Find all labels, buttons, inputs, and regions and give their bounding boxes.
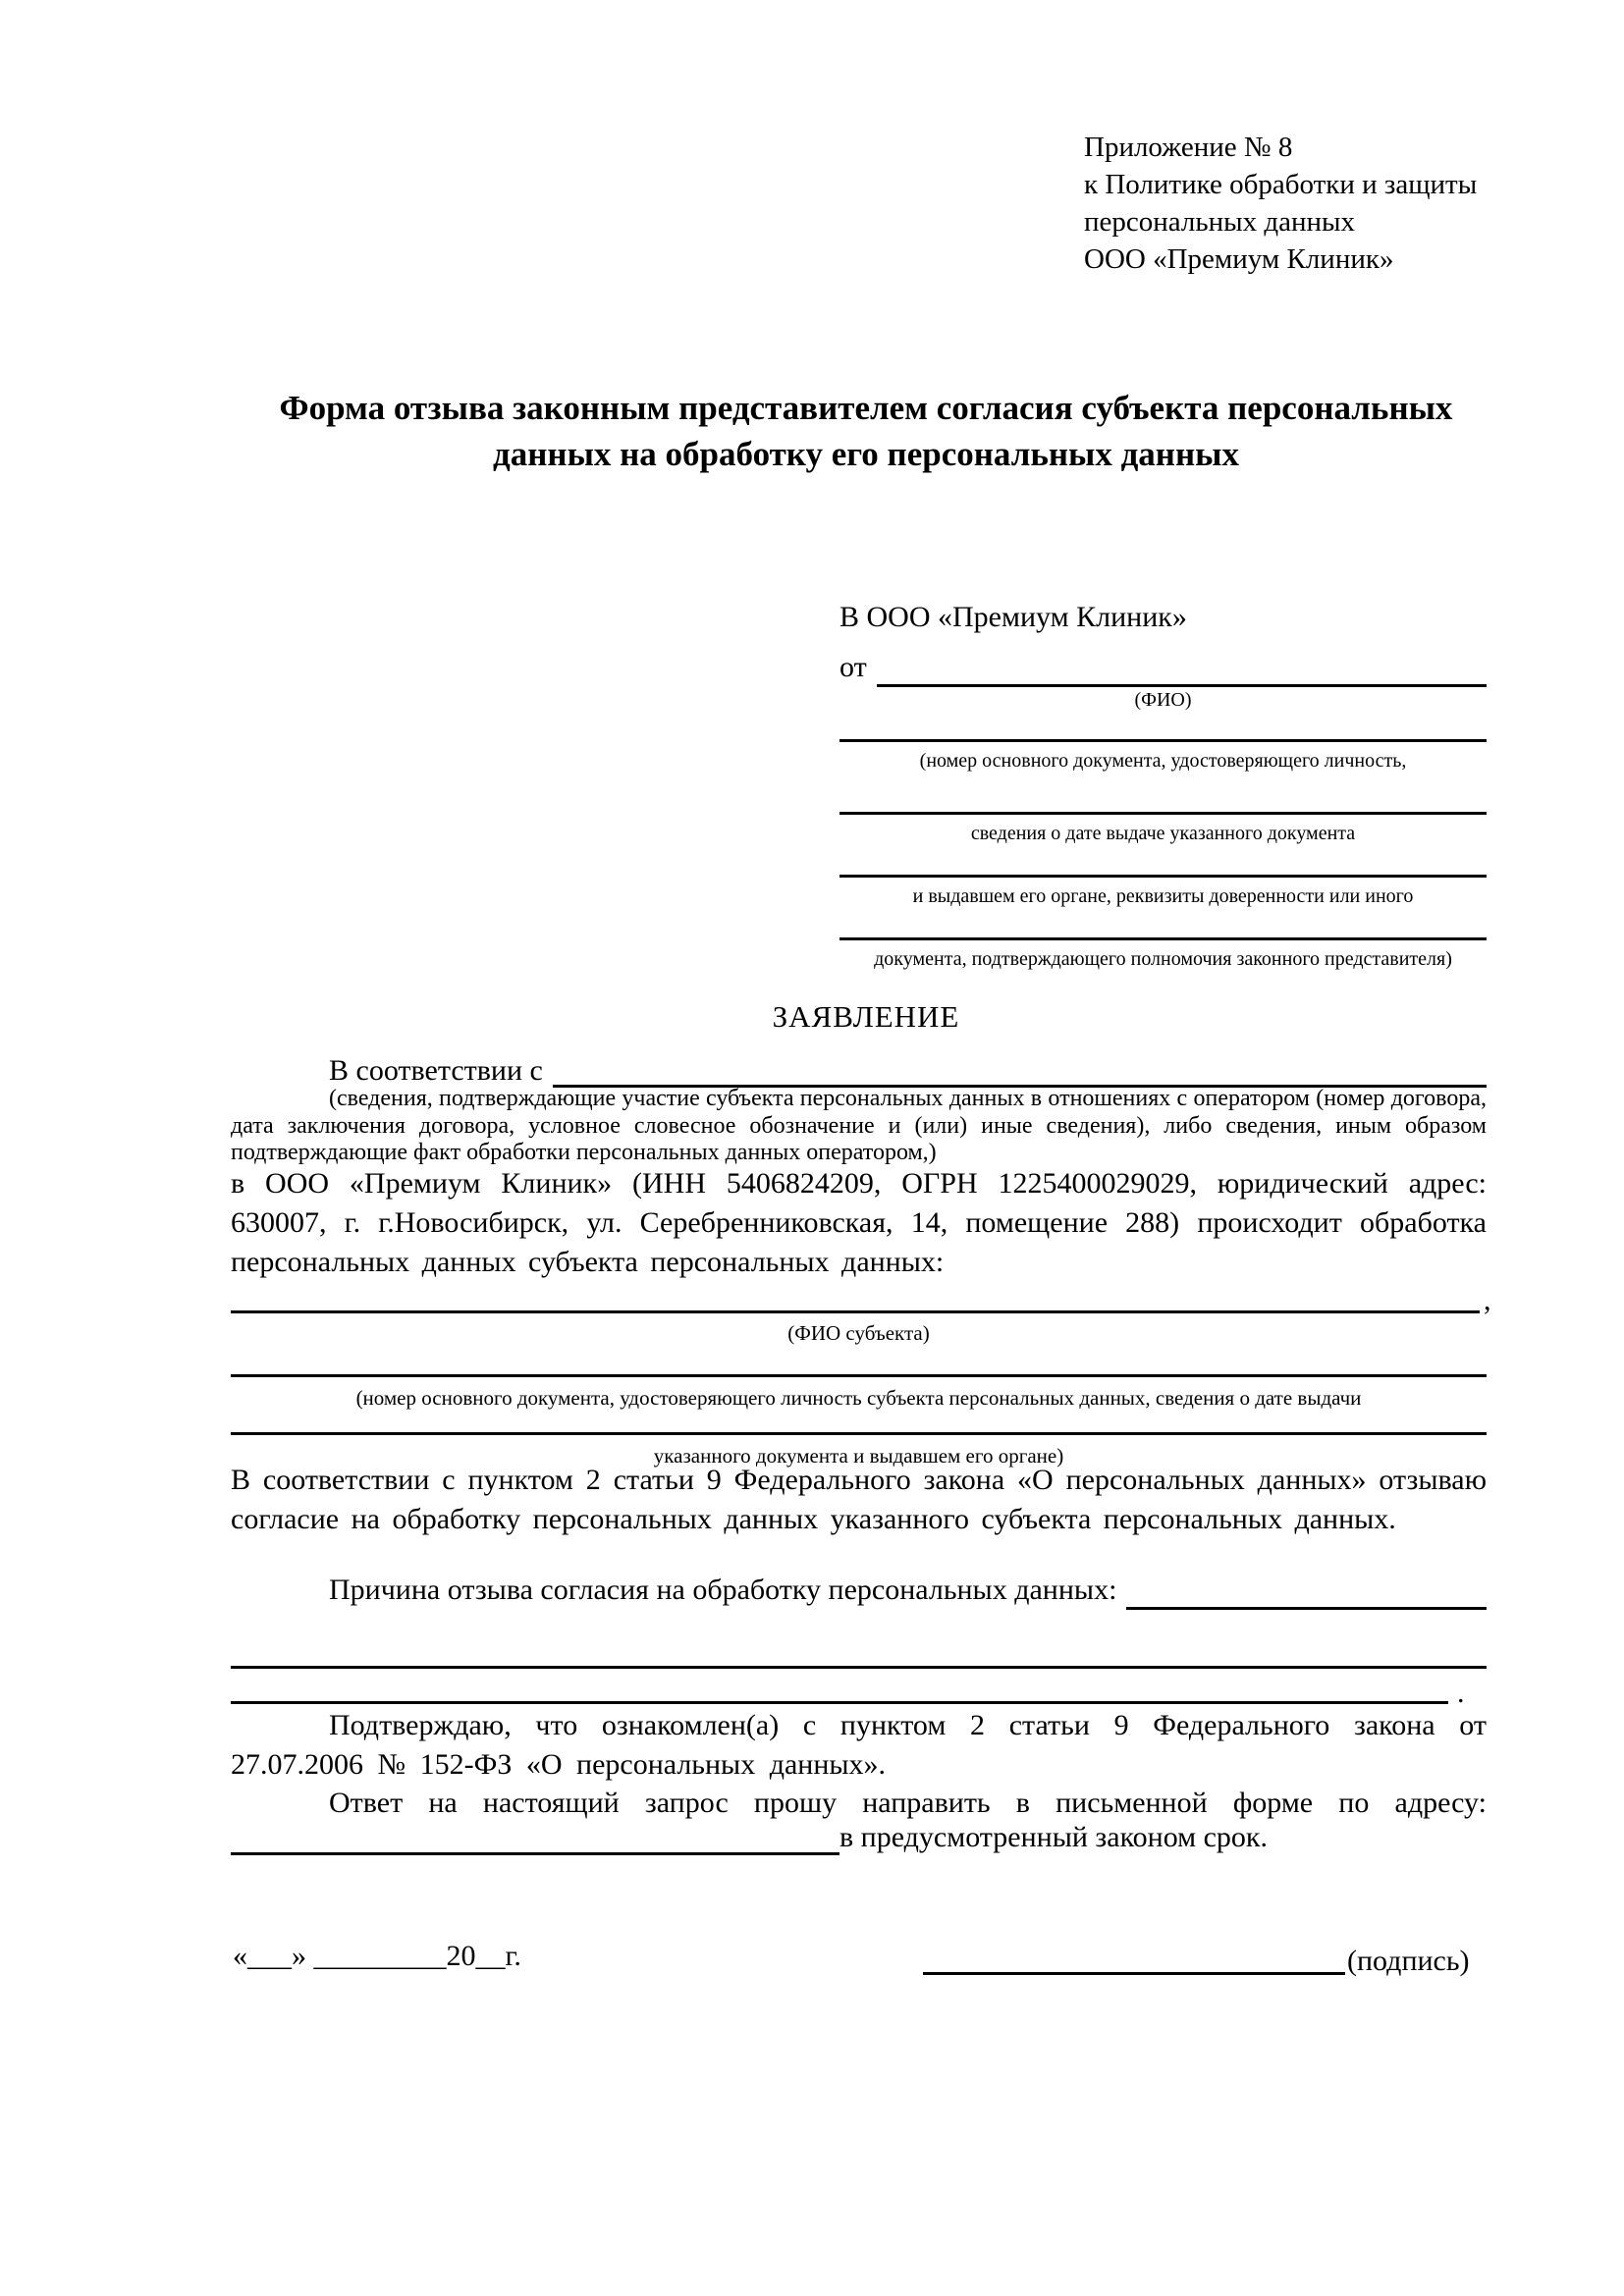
paragraph-indent (231, 1050, 329, 1088)
basis-fill-line[interactable] (553, 1050, 1487, 1088)
reason-period: . (1457, 1677, 1465, 1709)
subject-doc-caption-1: (номер основного документа, удостоверяющего личность субъекта персональных данных, сведения о дате выдачи (355, 1386, 1362, 1410)
subject-fio-fill-line[interactable] (231, 1310, 1480, 1313)
appendix-block (1084, 129, 1477, 278)
acknowledgement-paragraph: Подтверждаю, что ознакомлен(а) с пунктом 2 статьи 9 Федерального закона от 27.07.2006 № 152-ФЗ «О персональных данных». (231, 1709, 1487, 1781)
representative-doc-fill-line-2[interactable] (839, 812, 1487, 815)
reason-fill-line-short[interactable] (1126, 1567, 1487, 1610)
signature-fill-line[interactable] (923, 1972, 1345, 1975)
representative-doc-caption-4: документа, подтверждающего полномочия законного представителя) (874, 948, 1452, 970)
representative-doc-caption-3: и выдавшем его органе, реквизиты доверенности или иного (912, 885, 1414, 907)
appendix-line: ООО «Премиум Клиник» (1084, 243, 1394, 275)
from-label: от (839, 651, 867, 683)
representative-fio-fill-line[interactable] (877, 642, 1487, 687)
from-row (839, 642, 1487, 687)
basis-note: (сведения, подтверждающие участие субъекта персональных данных в отношениях с оператором (номер договора, дата заключения договора, условное словесное обозначение и (или) иные сведения), либо сведения, иным образом подтверждающие факт обработки персональных данных оператором,) (231, 1086, 1487, 1165)
paragraph-indent (231, 1567, 329, 1610)
reply-address-fill-line[interactable] (231, 1816, 839, 1855)
operator-paragraph: в ООО «Премиум Клиник» (ИНН 5406824209, ОГРН 1225400029029, юридический адрес: 630007, г. г.Новосибирск, ул. Серебренниковская, 14, помещение 288) происходит обработка персональных данных субъекта персональных данных: (231, 1167, 1487, 1278)
withdrawal-paragraph: В соответствии с пунктом 2 статьи 9 Федерального закона «О персональных данных» отзываю согласие на обработку персональных данных указанного субъекта персональных данных. (231, 1464, 1487, 1535)
representative-doc-caption-1: (номер основного документа, удостоверяющего личность, (919, 750, 1407, 772)
reason-fill-line-2[interactable] (231, 1701, 1448, 1704)
representative-fio-caption: (ФИО) (1134, 689, 1192, 711)
reason-fill-line-1[interactable] (231, 1666, 1487, 1669)
representative-doc-fill-line-4[interactable] (839, 937, 1487, 940)
subject-comma: , (1484, 1284, 1491, 1316)
statement-heading: ЗАЯВЛЕНИЕ (772, 999, 960, 1034)
addressee-to: В ООО «Премиум Клиник» (839, 601, 1187, 633)
subject-doc-caption-2: указанного документа и выдавшем его органе) (653, 1444, 1064, 1468)
representative-doc-fill-line-1[interactable] (839, 739, 1487, 742)
subject-fio-caption: (ФИО субъекта) (787, 1321, 930, 1345)
signature-caption: (подпись) (1347, 1945, 1470, 1977)
basis-row (231, 1050, 1487, 1088)
subject-doc-fill-line-2[interactable] (231, 1432, 1487, 1435)
basis-prefix: В соответствии с (329, 1054, 543, 1087)
reply-request-line: Ответ на настоящий запрос прошу направить в письменной форме по адресу: (329, 1787, 1487, 1819)
appendix-line: к Политике обработки и защиты (1084, 169, 1478, 200)
representative-doc-caption-2: сведения о дате выдаче указанного документа (970, 823, 1356, 844)
reason-row (231, 1567, 1487, 1610)
date-blank[interactable]: «___» _________20__г. (233, 1940, 521, 1972)
subject-doc-fill-line-1[interactable] (231, 1374, 1487, 1377)
reply-suffix: в предусмотренный законом срок. (839, 1821, 1268, 1853)
representative-doc-fill-line-3[interactable] (839, 875, 1487, 878)
reason-label: Причина отзыва согласия на обработку персональных данных: (329, 1574, 1117, 1606)
document-title: Форма отзыва законным представителем согласия субъекта персональных данных на обработку его персональных данных (279, 389, 1453, 473)
reply-address-row (231, 1816, 1487, 1855)
appendix-line: персональных данных (1084, 206, 1356, 238)
appendix-line: Приложение № 8 (1084, 132, 1293, 163)
